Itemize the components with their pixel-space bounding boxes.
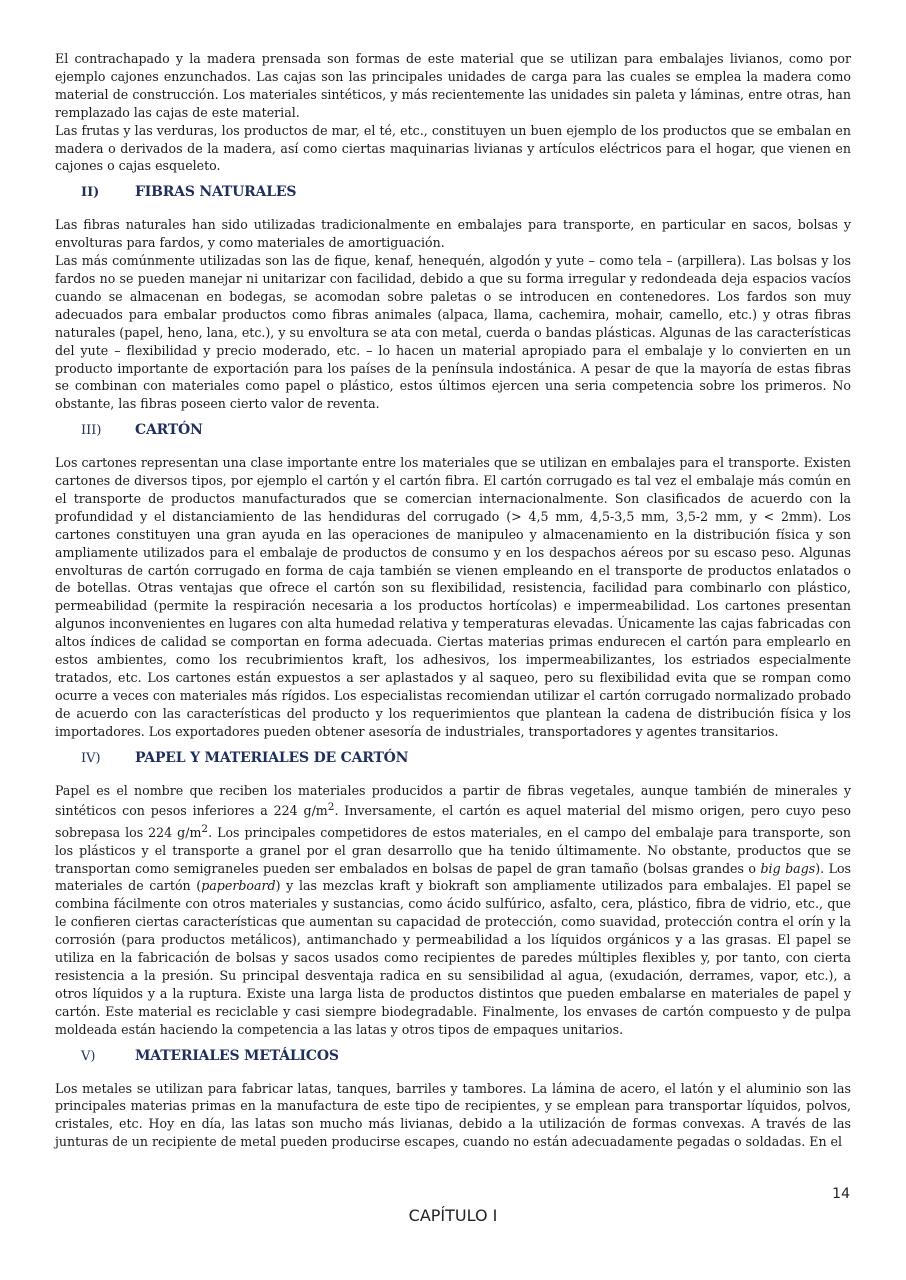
document-body [55,50,851,1151]
intro-paragraph-2: Las frutas y las verduras, los productos de mar, el té, etc., constituyen un buen ejemplo de los productos que se embalan en madera o derivados de la madera, así como ciertas maquinarias livianas y artículos eléctricos para el hogar, que vienen en cajones o cajas esqueleto. [55,122,851,174]
italic-term: big bags [760,860,816,876]
section-number: II) [81,185,100,201]
papel-paragraph [55,782,851,1039]
text-run: ) y las mezclas kraft y biokraft son ampliamente utilizados para embalajes. El papel se combina fácilmente con otros materiales y sustancias, como ácido sulfúrico, asfalto, cera, plástico, fibra de vidrio, etc., que le confieren ciertas características que aumentan su capacidad de protección, como suavidad, protección contra el orín y la corrosión (para productos metálicos), antimanchado y permeabilidad a los líquidos orgánicos y a las grasas. El papel se utiliza en la fabricación de bolsas y sacos usados como recipientes de paredes múltiples flexibles y, por tanto, con cierta resistencia a la presión. Su principal desventaja radica en su sensibilidad al agua, (exudación, derrames, vapor, etc.), a otros líquidos y a la ruptura. Existe una larga lista de productos distintos que pueden embalarse en materiales de papel y cartón. Este material es reciclable y casi siempre biodegradable. Finalmente, los envases de cartón compuesto y de pulpa moldeada están haciendo la competencia a las latas y otros tipos de empaques unitarios. [55,878,851,1037]
section-title: FIBRAS NATURALES [135,184,297,201]
italic-term: paperboard [201,878,276,894]
section-number: IV) [81,750,101,766]
text-run: Papel es el nombre que reciben los materiales producidos a partir de fibras vegetales, aunque también de minerales y sintéticos con pesos inferiores a 224 g/m [55,782,851,819]
section-heading-fibras [55,184,851,202]
section-number: III) [81,423,102,439]
section-number: V) [81,1048,96,1064]
intro-paragraph-1: El contrachapado y la madera prensada son formas de este material que se utilizan para embalajes livianos, como por ejemplo cajones enzunchados. Las cajas son las principales unidades de carga para las cuales se emplea la madera como material de construcción. Los materiales sintéticos, y más recientemente las unidades sin paleta y láminas, entre otras, han remplazado las cajas de este material. [55,51,851,120]
text-run: . Inversamente, el cartón es aquel material del mismo origen, pero cuyo peso sobrepasa los 224 g/m [55,803,852,840]
text-run: . Los principales competidores de estos materiales, en el campo del embalaje para transporte, son los plásticos y el transporte a granel por el gran desarrollo que ha tenido últimamente. No obstante, productos que se transportan como semigraneles pueden ser embalados en bolsas de papel de gran tamaño (bolsas grandes o [55,824,851,876]
metalicos-paragraph: Los metales se utilizan para fabricar latas, tanques, barriles y tambores. La lámina de acero, el latón y el aluminio son las principales materias primas en la manufactura de este tipo de recipientes, y se emplean para transportar líquidos, polvos, cristales, etc. Hoy en día, las latas son mucho más livianas, debido a la utilización de formas convexas. A través de las junturas de un recipiente de metal pueden producirse escapes, cuando no están adecuadamente pegadas o soldadas. En el [55,1080,851,1150]
fibras-paragraph-2: Las más comúnmente utilizadas son las de fique, kenaf, henequén, algodón y yute – como tela – (arpillera). Las bolsas y los fardos no se pueden manejar ni unitarizar con facilidad, debido a que su forma irregular y redondeada deja espacios vacíos cuando se almacenan en bodegas, se acomodan sobre paletas o se introducen en contenedores. Los fardos son muy adecuados para embalar productos como fibras animales (alpaca, llama, cachemira, mohair, camello, etc.) y otras fibras naturales (papel, heno, lana, etc.), y su envoltura se ata con metal, cuerda o bandas plásticas. Algunas de las características del yute – flexibilidad y precio moderado, etc. – lo hacen un material apropiado para el embalaje y lo convierten en un producto importante de exportación para los países de la península indostánica. A pesar de que la mayoría de estas fibras se combinan con materiales como papel o plástico, estos últimos ejercen una seria competencia sobre los primeros. No obstante, las fibras poseen cierto valor de reventa. [55,253,851,412]
section-heading-carton [55,422,851,440]
section-heading-metalicos [55,1048,851,1066]
section-title: MATERIALES METÁLICOS [135,1047,339,1064]
carton-paragraph: Los cartones representan una clase importante entre los materiales que se utilizan en embalajes para el transporte. Existen cartones de diversos tipos, por ejemplo el cartón y el cartón fibra. El cartón corrugado es tal vez el embalaje más común en el transporte de productos manufacturados que se comercian internacionalmente. Son clasificados de acuerdo con la profundidad y el distanciamiento de las hendiduras del corrugado (> 4,5 mm, 4,5-3,5 mm, 3,5-2 mm, y < 2mm). Los cartones constituyen una gran ayuda en las operaciones de manipuleo y almacenamiento en la distribución física y son ampliamente utilizados para el embalaje de productos de consumo y en los despachos aéreos por su escaso peso. Algunas envolturas de cartón corrugado en forma de caja también se vienen empleando en el transporte de productos enlatados o de botellas. Otras ventajas que ofrece el cartón son su flexibilidad, resistencia, facilidad para combinarlo con plástico, permeabilidad (permite la respiración necesaria a los productos hortícolas) e impermeabilidad. Los cartones presentan algunos inconvenientes en lugares con alta humedad relativa y temperaturas elevadas. Únicamente las cajas fabricadas con altos índices de calidad se comportan en forma adecuada. Ciertas materias primas endurecen el cartón para emplearlo en estos ambientes, como los recubrimientos kraft, los adhesivos, los impermeabilizantes, los estriados especialmente tratados, etc. Los cartones están expuestos a ser aplastados y al saqueo, pero su flexibilidad evita que se rompan como ocurre a veces con materiales más rígidos. Los especialistas recomiendan utilizar el cartón corrugado normalizado probado de acuerdo con las características del producto y los requerimientos que plantean la cadena de distribución física y los importadores. Los exportadores pueden obtener asesoría de industriales, transportadores y agentes transitarios. [55,455,851,739]
section-title: PAPEL Y MATERIALES DE CARTÓN [135,749,409,766]
page-number: 14 [832,1186,850,1202]
section-heading-papel [55,750,851,768]
chapter-footer: CAPÍTULO I [408,1206,498,1225]
section-title: CARTÓN [135,422,203,439]
fibras-paragraph-1: Las fibras naturales han sido utilizadas tradicionalmente en embalajes para transporte, en particular en sacos, bolsas y envolturas para fardos, y como materiales de amortiguación. [55,217,851,251]
text-run: ). Los materiales de cartón ( [55,860,852,894]
superscript: 2 [327,801,335,814]
superscript: 2 [201,822,209,835]
